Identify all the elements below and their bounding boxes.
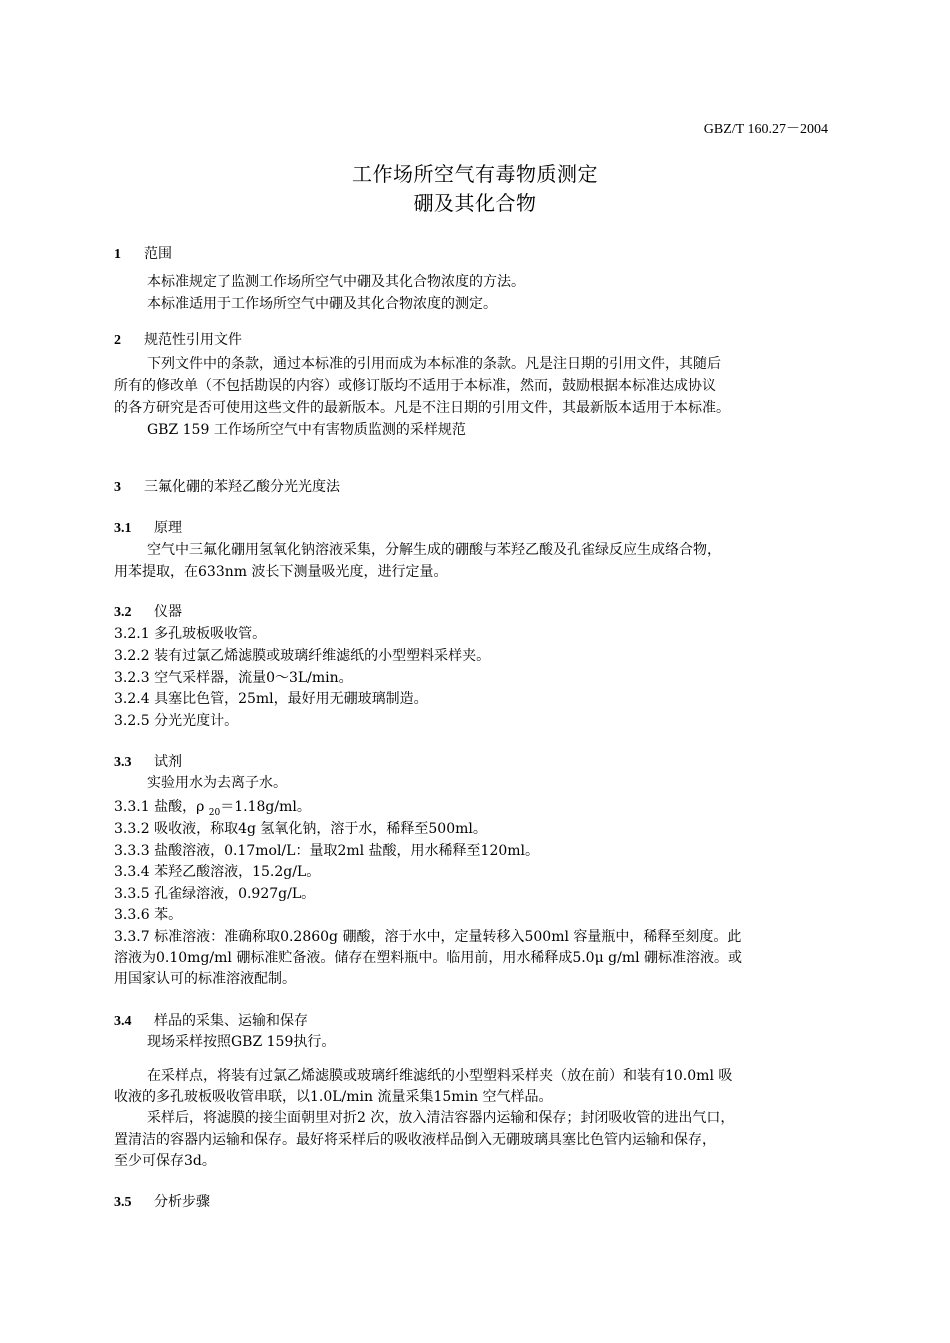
section-1-heading xyxy=(114,244,838,265)
list-item: 3.2.1 多孔玻板吸收管。 xyxy=(114,626,267,642)
subsection-3-2-heading xyxy=(114,602,838,623)
paragraph-line: 用国家认可的标准溶液配制。 xyxy=(114,971,296,987)
list-item: 3.2.2 装有过氯乙烯滤膜或玻璃纤维滤纸的小型塑料采样夹。 xyxy=(114,648,491,664)
subscript: 20 xyxy=(208,807,221,818)
section-number: 3 xyxy=(114,480,121,495)
list-item: 3.3.1 盐酸，ρ $_{20}$＝1.18g/ml。 xyxy=(114,799,311,818)
paragraph: 本标准适用于工作场所空气中硼及其化合物浓度的测定。 xyxy=(147,296,497,312)
section-title: 三氟化硼的苯羟乙酸分光光度法 xyxy=(144,479,340,495)
list-item: 3.3.4 苯羟乙酸溶液，15.2g/L。 xyxy=(114,864,321,880)
subsection-3-5-heading xyxy=(114,1192,838,1213)
paragraph-line: 用苯提取，在633nm 波长下测量吸光度，进行定量。 xyxy=(114,564,448,580)
list-item: 3.3.3 盐酸溶液，0.17mol/L：量取2ml 盐酸，用水稀释至120ml。 xyxy=(114,843,540,859)
standard-number: GBZ/T 160.27－2004 xyxy=(703,122,828,137)
section-number: 2 xyxy=(114,333,121,348)
list-item: 3.3.5 孔雀绿溶液，0.927g/L。 xyxy=(114,886,316,902)
subsection-title: 试剂 xyxy=(154,754,182,770)
list-item: 3.2.4 具塞比色管，25ml，最好用无硼玻璃制造。 xyxy=(114,691,428,707)
subsection-number: 3.2 xyxy=(114,605,132,620)
paragraph-line: 空气中三氟化硼用氢氧化钠溶液采集，分解生成的硼酸与苯羟乙酸及孔雀绿反应生成络合物， xyxy=(147,542,721,558)
subsection-3-1-heading xyxy=(114,518,838,539)
document-title: 工作场所空气有毒物质测定 xyxy=(352,162,598,186)
section-2-heading xyxy=(114,330,838,351)
paragraph-line: 收液的多孔玻板吸收管串联，以1.0L/min 流量采集15min 空气样品。 xyxy=(114,1089,553,1105)
section-title: 规范性引用文件 xyxy=(144,332,242,348)
subsection-title: 分析步骤 xyxy=(154,1194,210,1210)
subsection-3-3-heading xyxy=(114,752,838,773)
subsection-number: 3.3 xyxy=(114,755,132,770)
subsection-number: 3.5 xyxy=(114,1195,132,1210)
paragraph-line: 所有的修改单（不包括勘误的内容）或修订版均不适用于本标准，然而，鼓励根据本标准达成协议 xyxy=(114,378,716,394)
paragraph-line: 置清洁的容器内运输和保存。最好将采样后的吸收液样品倒入无硼玻璃具塞比色管内运输和保存， xyxy=(114,1132,716,1148)
paragraph-line: 溶液为0.10mg/ml 硼标准贮备液。储存在塑料瓶中。临用前，用水稀释成5.0μ g/ml 硼标准溶液。或 xyxy=(114,950,743,966)
section-3-heading xyxy=(114,477,838,498)
paragraph-line: 至少可保存3d。 xyxy=(114,1153,216,1169)
section-title: 范围 xyxy=(144,246,172,262)
list-item: 3.2.5 分光光度计。 xyxy=(114,713,239,729)
list-item: 3.2.3 空气采样器，流量0～3L/min。 xyxy=(114,670,353,686)
paragraph: 实验用水为去离子水。 xyxy=(147,775,287,791)
subsection-title: 仪器 xyxy=(154,604,182,620)
subsection-title: 样品的采集、运输和保存 xyxy=(154,1013,308,1029)
paragraph-line: 的各方研究是否可使用这些文件的最新版本。凡是不注日期的引用文件，其最新版本适用于本标准。 xyxy=(114,400,730,416)
paragraph-line: 采样后，将滤膜的接尘面朝里对折2 次，放入清洁容器内运输和保存；封闭吸收管的进出气口， xyxy=(147,1110,735,1126)
list-item: 3.3.6 苯。 xyxy=(114,907,183,923)
list-item: 3.3.7 标准溶液：准确称取0.2860g 硼酸，溶于水中，定量转移入500ml 容量瓶中，稀释至刻度。此 xyxy=(114,929,742,945)
paragraph-line: 在采样点，将装有过氯乙烯滤膜或玻璃纤维滤纸的小型塑料采样夹（放在前）和装有10.0ml 吸 xyxy=(147,1068,733,1084)
section-number: 1 xyxy=(114,247,121,262)
subsection-title: 原理 xyxy=(154,520,182,536)
subsection-3-4-heading xyxy=(114,1011,838,1032)
reference-item: GBZ 159 工作场所空气中有害物质监测的采样规范 xyxy=(147,422,466,438)
subsection-number: 3.1 xyxy=(114,521,132,536)
document-subtitle: 硼及其化合物 xyxy=(413,191,537,215)
paragraph: 现场采样按照GBZ 159执行。 xyxy=(147,1034,336,1050)
list-item: 3.3.2 吸收液，称取4g 氢氧化钠，溶于水，稀释至500ml。 xyxy=(114,821,487,837)
subsection-number: 3.4 xyxy=(114,1014,132,1029)
paragraph-line: 下列文件中的条款，通过本标准的引用而成为本标准的条款。凡是注日期的引用文件，其随后 xyxy=(147,356,721,372)
paragraph: 本标准规定了监测工作场所空气中硼及其化合物浓度的方法。 xyxy=(147,274,525,290)
